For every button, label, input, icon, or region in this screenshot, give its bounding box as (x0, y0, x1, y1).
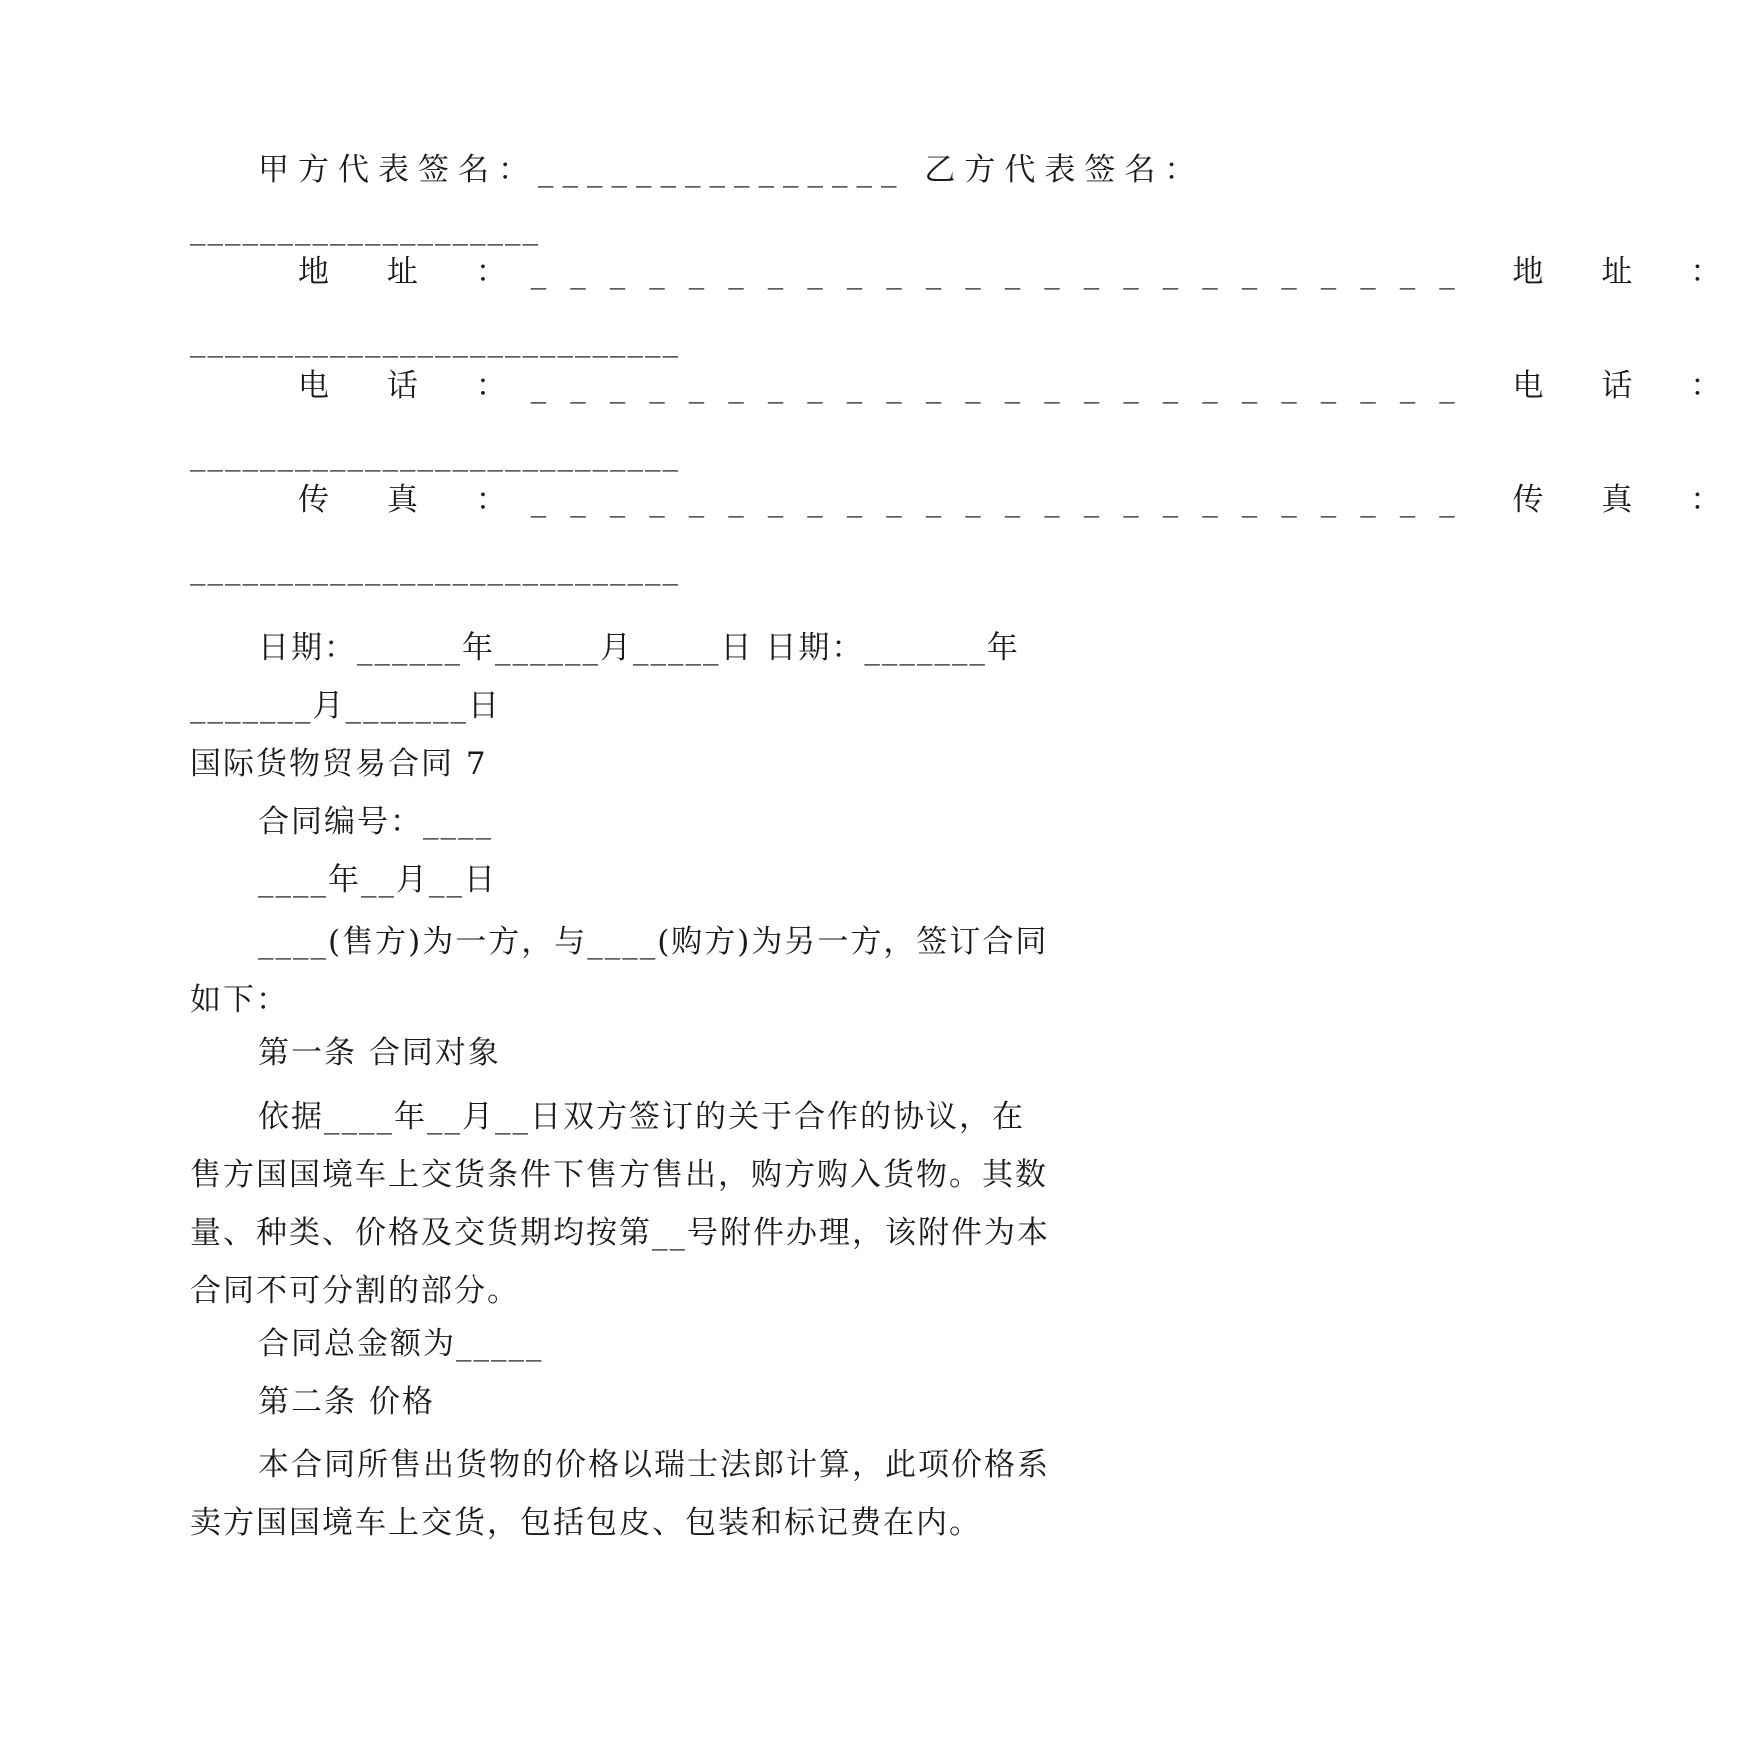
signing-date-line-cont: _______月_______日 (190, 688, 501, 724)
contract-date: ____年__月__日 (258, 862, 497, 898)
fax-line: 传 真 ：________________________ 传 真 ： (298, 482, 1745, 518)
signing-date-line: 日期：______年______月_____日 日期：_______年 (258, 630, 1020, 666)
address-line: 地 址 ：________________________ 地 址 ： (298, 254, 1745, 290)
representative-signature-line-cont: ____________________ (190, 210, 540, 246)
total-amount-line: 合同总金额为_____ (258, 1326, 544, 1362)
phone-line: 电 话 ：________________________ 电 话 ： (298, 368, 1745, 404)
article-2-paragraph: 本合同所售出货物的价格以瑞士法郎计算，此项价格系卖方国国境车上交货，包括包皮、包装和标记费在内。 (190, 1447, 1050, 1541)
phone-line-cont: ____________________________ (190, 436, 680, 472)
address-line-cont: ____________________________ (190, 322, 680, 358)
article-2-title: 第二条 价格 (258, 1384, 435, 1420)
fax-line-cont: ____________________________ (190, 550, 680, 586)
article-1-title: 第一条 合同对象 (258, 1035, 501, 1071)
representative-signature-line: 甲方代表签名：_______________ 乙方代表签名： (258, 152, 1205, 188)
article-1-paragraph: 依据____年__月__日双方签订的关于合作的协议，在售方国国境车上交货条件下售方售出，购方购入货物。其数量、种类、价格及交货期均按第__号附件办理，该附件为本合同不可分割的部分。 (190, 1099, 1050, 1309)
parties-paragraph: ____(售方)为一方，与____(购方)为另一方，签订合同如下： (190, 924, 1049, 1018)
contract-title: 国际货物贸易合同 7 (190, 746, 488, 782)
contract-number: 合同编号：____ (258, 804, 493, 840)
